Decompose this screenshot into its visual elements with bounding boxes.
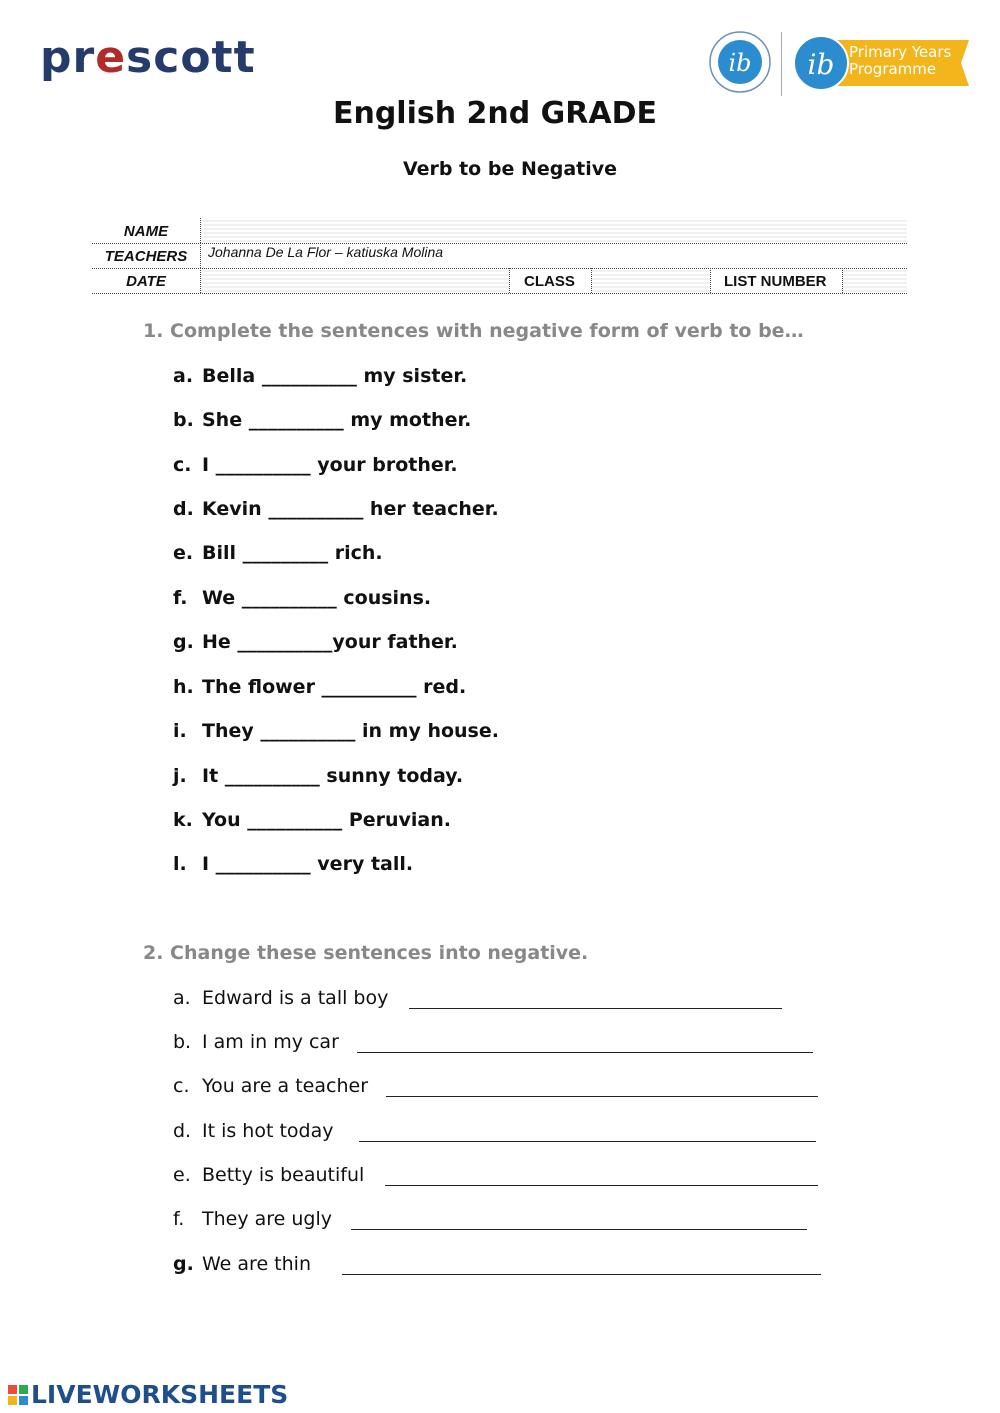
item-letter: f. [173,1208,185,1230]
exercise1-item[interactable] [173,454,458,476]
exercise1-item[interactable] [173,676,466,698]
item-letter: g. [173,631,194,653]
cube-blue [19,1396,28,1405]
ib-world-school-logo [708,30,772,94]
cube-green [19,1385,28,1394]
class-field[interactable] [592,269,710,292]
name-label: NAME [123,223,169,240]
cell-divider [200,243,201,268]
item-letter: j. [173,765,187,787]
cell-divider [509,268,510,293]
item-letter: b. [173,409,194,431]
answer-line[interactable] [386,1095,818,1097]
item-text: We are thin [202,1253,311,1275]
answer-line[interactable] [385,1184,818,1186]
item-text: You are a teacher [202,1075,369,1097]
item-text: I am in my car [202,1031,339,1053]
exercise1-item[interactable] [173,720,499,742]
item-text: Betty is beautiful [202,1164,365,1186]
item-text: Bill _________ rich. [202,542,383,564]
exercise1-heading: 1. Complete the sentences with negative form of verb to be… [143,320,804,342]
date-row [92,268,907,294]
item-text: She __________ my mother. [202,409,472,431]
item-letter: d. [173,1120,192,1142]
answer-line[interactable] [359,1140,816,1142]
item-letter: a. [173,365,194,387]
item-letter: c. [173,454,192,476]
teachers-row [92,243,907,269]
name-field[interactable] [201,219,907,242]
prescott-logo [40,32,256,83]
exercise2-item [173,1075,368,1097]
item-letter: c. [173,1075,190,1097]
answer-line[interactable] [351,1228,807,1230]
item-letter: d. [173,498,194,520]
exercise1-item[interactable] [173,498,499,520]
item-letter: b. [173,1031,192,1053]
exercise2-heading: 2. Change these sentences into negative. [143,942,589,964]
item-text: It is hot today [202,1120,334,1142]
item-letter: i. [173,720,187,742]
item-letter: h. [173,676,194,698]
class-label: CLASS [524,273,575,290]
exercise1-item[interactable] [173,631,458,653]
pyp-logo-label [849,44,951,78]
exercise2-item [173,1031,339,1053]
item-letter: l. [173,853,187,875]
item-text: They __________ in my house. [202,720,499,742]
item-letter: g. [173,1253,194,1275]
teachers-label: TEACHERS [104,248,188,265]
item-text: You __________ Peruvian. [202,809,451,831]
answer-line[interactable] [342,1273,821,1275]
exercise1-item[interactable] [173,853,413,875]
item-text: We __________ cousins. [202,587,432,609]
item-text: Kevin __________ her teacher. [202,498,499,520]
ib-world-logo-text: ib [728,49,752,77]
exercise2-item [173,1253,311,1275]
pyp-line2: Programme [849,60,937,78]
exercise1-item[interactable] [173,809,451,831]
item-text: Edward is a tall boy [202,987,389,1009]
name-row [92,218,907,244]
cube-yellow [8,1396,17,1405]
teachers-value: Johanna De La Flor – katiuska Molina [208,244,444,260]
exercise1-item[interactable] [173,365,467,387]
page-title: English 2nd GRADE [332,96,658,131]
liveworksheets-logo [8,1380,288,1409]
item-letter: f. [173,587,188,609]
exercise1-item[interactable] [173,542,383,564]
prescott-logo-accent: e [95,32,127,83]
page-subtitle: Verb to be Negative [402,158,618,180]
student-info-table [92,218,907,294]
answer-line[interactable] [409,1007,782,1009]
item-letter: e. [173,542,194,564]
item-text: I __________ your brother. [202,454,458,476]
exercise2-item [173,987,388,1009]
exercise2-item [173,1208,332,1230]
logo-divider [781,32,782,96]
exercise1-item[interactable] [173,587,431,609]
date-field[interactable] [201,269,509,292]
item-text: They are ugly [202,1208,333,1230]
exercise2-item [173,1164,364,1186]
answer-line[interactable] [357,1051,813,1053]
item-letter: e. [173,1164,191,1186]
item-text: I __________ very tall. [202,853,414,875]
item-text: Bella __________ my sister. [202,365,468,387]
pyp-logo-ib-text: ib [807,48,835,81]
date-label: DATE [126,273,166,290]
exercise1-item[interactable] [173,409,471,431]
exercise2-item [173,1120,334,1142]
item-text: It __________ sunny today. [202,765,464,787]
item-text: The flower __________ red. [202,676,467,698]
cubes-icon [8,1385,28,1405]
item-text: He __________your father. [202,631,458,653]
pyp-line1: Primary Years [849,43,952,61]
cell-divider [710,268,711,293]
cube-red [8,1385,17,1394]
prescott-logo-text: prescott [40,32,256,83]
item-letter: a. [173,987,191,1009]
exercise1-item[interactable] [173,765,463,787]
list-number-label: LIST NUMBER [724,273,827,290]
liveworksheets-brand: LIVEWORKSHEETS [31,1380,289,1409]
item-letter: k. [173,809,193,831]
list-number-field[interactable] [843,269,907,292]
